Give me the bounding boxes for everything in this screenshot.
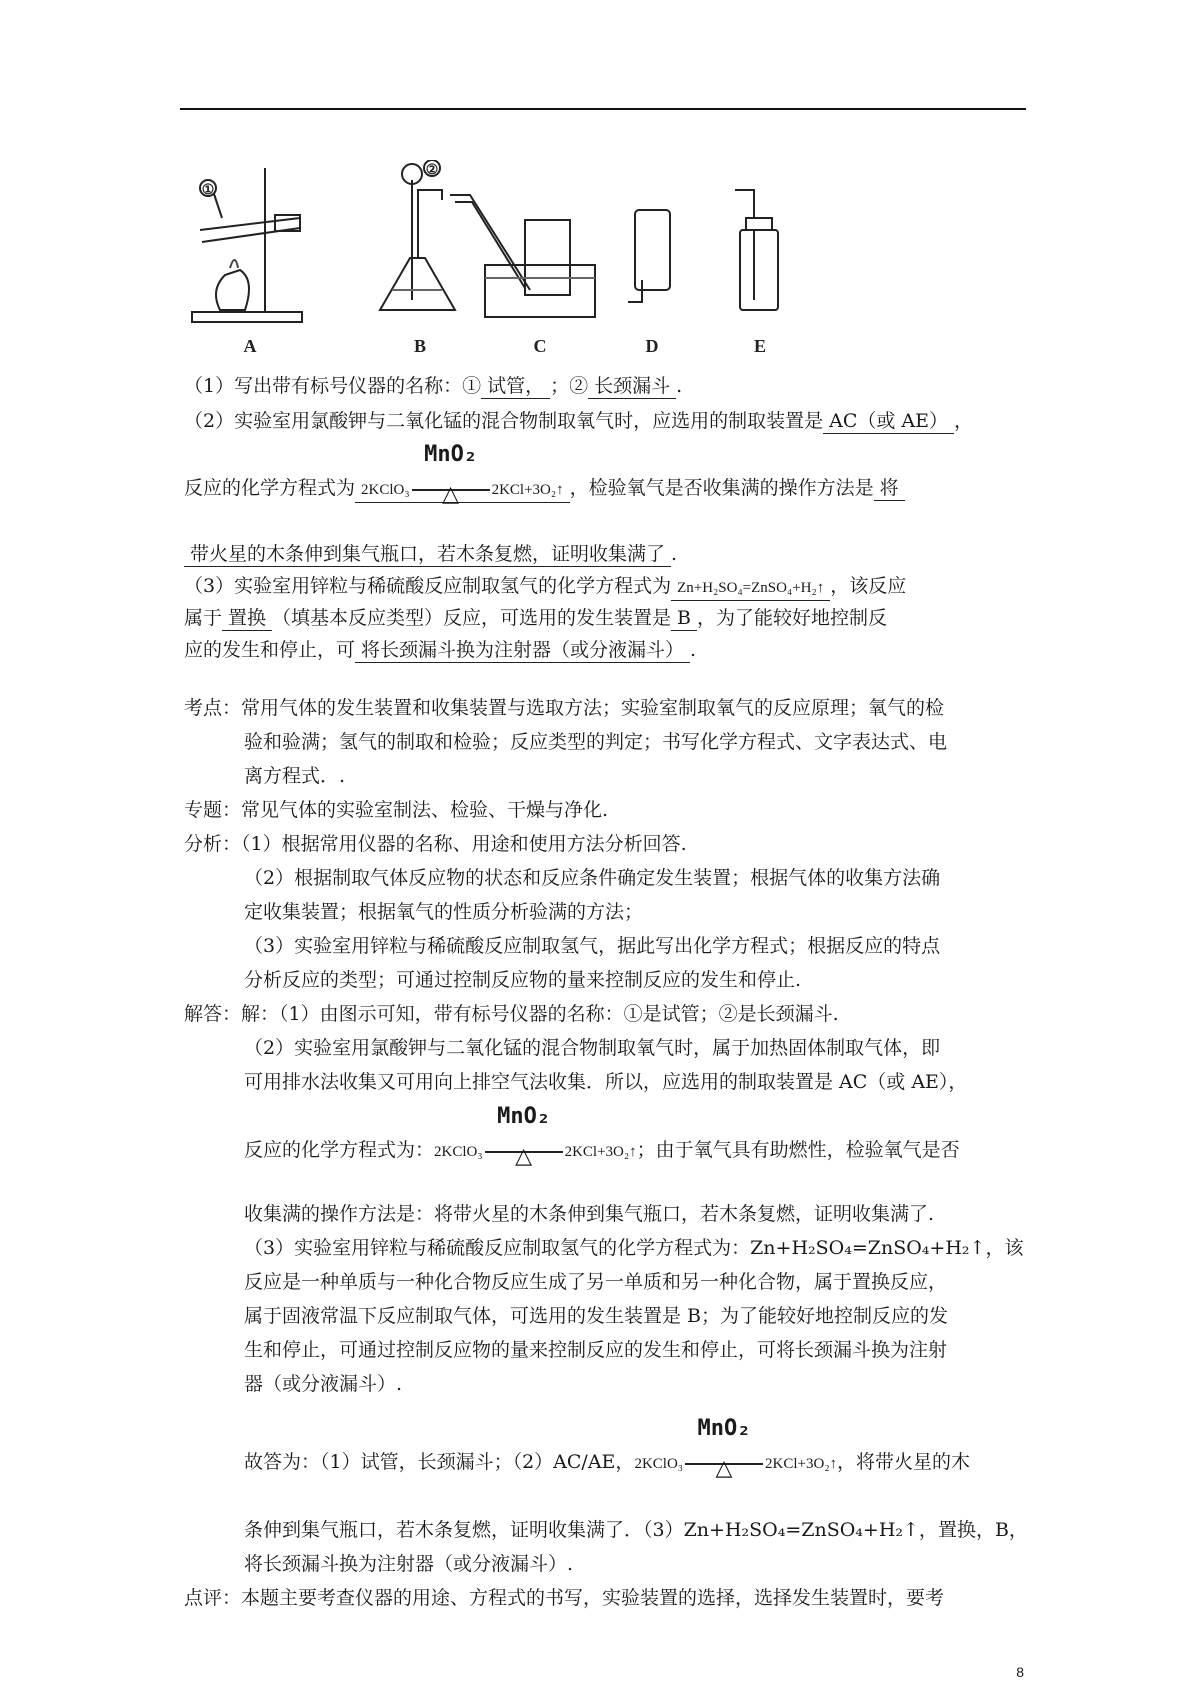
kaodian-line-2: 验和验满；氢气的制取和检验；反应类型的判定；书写化学方程式、文字表达式、电	[244, 731, 948, 753]
fenxi-line-1: 分析：（1）根据常用仪器的名称、用途和使用方法分析回答.	[184, 833, 687, 855]
apparatus-figure	[180, 160, 880, 360]
answer-line-1: 故答为：（1）试管，长颈漏斗；（2）AC/AE，2KClO₃ MnO₂ △ 2KCl+3O₂↑，将带火星的木	[244, 1416, 971, 1481]
equation-catalyst-mark-3: MnO₂ △	[685, 1449, 763, 1477]
q1-answer-1: 试管，	[481, 374, 550, 399]
equation-catalyst-mark: MnO₂ △	[412, 477, 490, 501]
answer-line-2: 条伸到集气瓶口，若木条复燃，证明收集满了．（3）Zn+H₂SO₄=ZnSO₄+H₂↑，置换，B，	[244, 1519, 1028, 1541]
page-number: 8	[1016, 1664, 1024, 1680]
jieda-line-3: 可用排水法收集又可用向上排空气法收集．所以，应选用的制取装置是 AC（或 AE），	[244, 1071, 968, 1093]
q3-answer-device: B	[671, 606, 697, 631]
kaodian-line-1: 考点：常用气体的发生装置和收集装置与选取方法；实验室制取氧气的反应原理；氧气的检	[184, 697, 945, 719]
q2-line-1: （2）实验室用氯酸钾与二氧化锰的混合物制取氧气时，应选用的制取装置是 AC（或 AE） ，	[184, 410, 973, 432]
apparatus-c	[450, 195, 595, 317]
jieda-line-1: 解答：解：（1）由图示可知，带有标号仪器的名称：①是试管；②是长颈漏斗.	[184, 1003, 839, 1025]
caption-e: E	[753, 336, 767, 356]
jieda-line-10: 器（或分液漏斗）.	[244, 1373, 403, 1395]
q1-answer-2: 长颈漏斗	[588, 374, 676, 399]
q3-line-2: 属于 置换 （填基本反应类型）反应，可选用的发生装置是 B ，为了能较好地控制反	[184, 607, 888, 629]
jieda-line-8: 属于固液常温下反应制取气体，可选用的发生装置是 B；为了能较好地控制反应的发	[244, 1305, 949, 1327]
jieda-line-5: 收集满的操作方法是：将带火星的木条伸到集气瓶口，若木条复燃，证明收集满了.	[244, 1203, 935, 1225]
answer-line-3: 将长颈漏斗换为注射器（或分液漏斗）.	[244, 1553, 574, 1575]
jieda-line-6: （3）实验室用锌粒与稀硫酸反应制取氢气的化学方程式为：Zn+H₂SO₄=ZnSO₄+H₂↑，该	[244, 1237, 1024, 1259]
q3-answer-type: 置换	[222, 606, 272, 631]
apparatus-b	[380, 160, 455, 310]
zhuanti-line: 专题：常见气体的实验室制法、检验、干燥与净化.	[184, 799, 609, 821]
equation-catalyst-mark-2: MnO₂ △	[485, 1137, 563, 1165]
q3-answer-control: 将长颈漏斗换为注射器（或分液漏斗）	[355, 638, 690, 663]
apparatus-e	[735, 190, 778, 310]
q2-line-3: 带火星的木条伸到集气瓶口，若木条复燃，证明收集满了 .	[184, 540, 677, 568]
fenxi-line-2: （2）根据制取气体反应物的状态和反应条件确定发生装置；根据气体的收集方法确	[244, 867, 941, 889]
apparatus-svg	[180, 160, 880, 360]
label-1: ①	[201, 183, 215, 198]
header-rule	[180, 108, 1026, 110]
caption-c: C	[533, 336, 547, 356]
jieda-line-9: 生和停止，可通过控制反应物的量来控制反应的发生和停止，可将长颈漏斗换为注射	[244, 1339, 948, 1361]
jieda-line-4: 反应的化学方程式为：2KClO₃ MnO₂ △ 2KCl+3O₂↑；由于氧气具有助燃性，检验氧气是否	[244, 1104, 960, 1169]
fenxi-line-4: （3）实验室用锌粒与稀硫酸反应制取氢气，据此写出化学方程式；根据反应的特点	[244, 935, 941, 957]
q2-answer-method: 带火星的木条伸到集气瓶口，若木条复燃，证明收集满了	[184, 542, 671, 567]
dianping-line: 点评：本题主要考查仪器的用途、方程式的书写，实验装置的选择，选择发生装置时，要考	[184, 1587, 945, 1609]
apparatus-d	[628, 210, 670, 302]
caption-d: D	[645, 336, 659, 356]
q3-line-1: （3）实验室用锌粒与稀硫酸反应制取氢气的化学方程式为 Zn+H₂SO₄=ZnSO₄+H₂↑ ，该反应	[184, 572, 906, 601]
q3-line-3: 应的发生和停止，可 将长颈漏斗换为注射器（或分液漏斗） .	[184, 639, 697, 661]
caption-b: B	[413, 336, 427, 356]
fenxi-line-5: 分析反应的类型；可通过控制反应物的量来控制反应的发生和停止.	[244, 969, 802, 991]
label-2: ②	[425, 163, 439, 178]
q3-equation: Zn+H₂SO₄=ZnSO₄+H₂↑	[671, 576, 830, 601]
kaodian-line-3: 离方程式．.	[244, 765, 346, 787]
jieda-line-7: 反应是一种单质与一种化合物反应生成了另一单质和另一种化合物，属于置换反应，	[244, 1271, 948, 1293]
jieda-line-2: （2）实验室用氯酸钾与二氧化锰的混合物制取氧气时，属于加热固体制取气体，即	[244, 1037, 941, 1059]
q1-line: （1）写出带有标号仪器的名称：① 试管， ；② 长颈漏斗 .	[184, 375, 683, 397]
fenxi-line-3: 定收集装置；根据氧气的性质分析验满的方法；	[244, 901, 644, 923]
q2-answer-device: AC（或 AE）	[823, 409, 954, 434]
caption-a: A	[243, 336, 257, 356]
q2-equation: 2KClO₃ MnO₂ △ 2KCl+3O₂↑	[355, 476, 570, 503]
q2-line-2: 反应的化学方程式为 2KClO₃ MnO₂ △ 2KCl+3O₂↑ ，检验氧气是否收集满的操作方法是 将	[184, 474, 905, 503]
